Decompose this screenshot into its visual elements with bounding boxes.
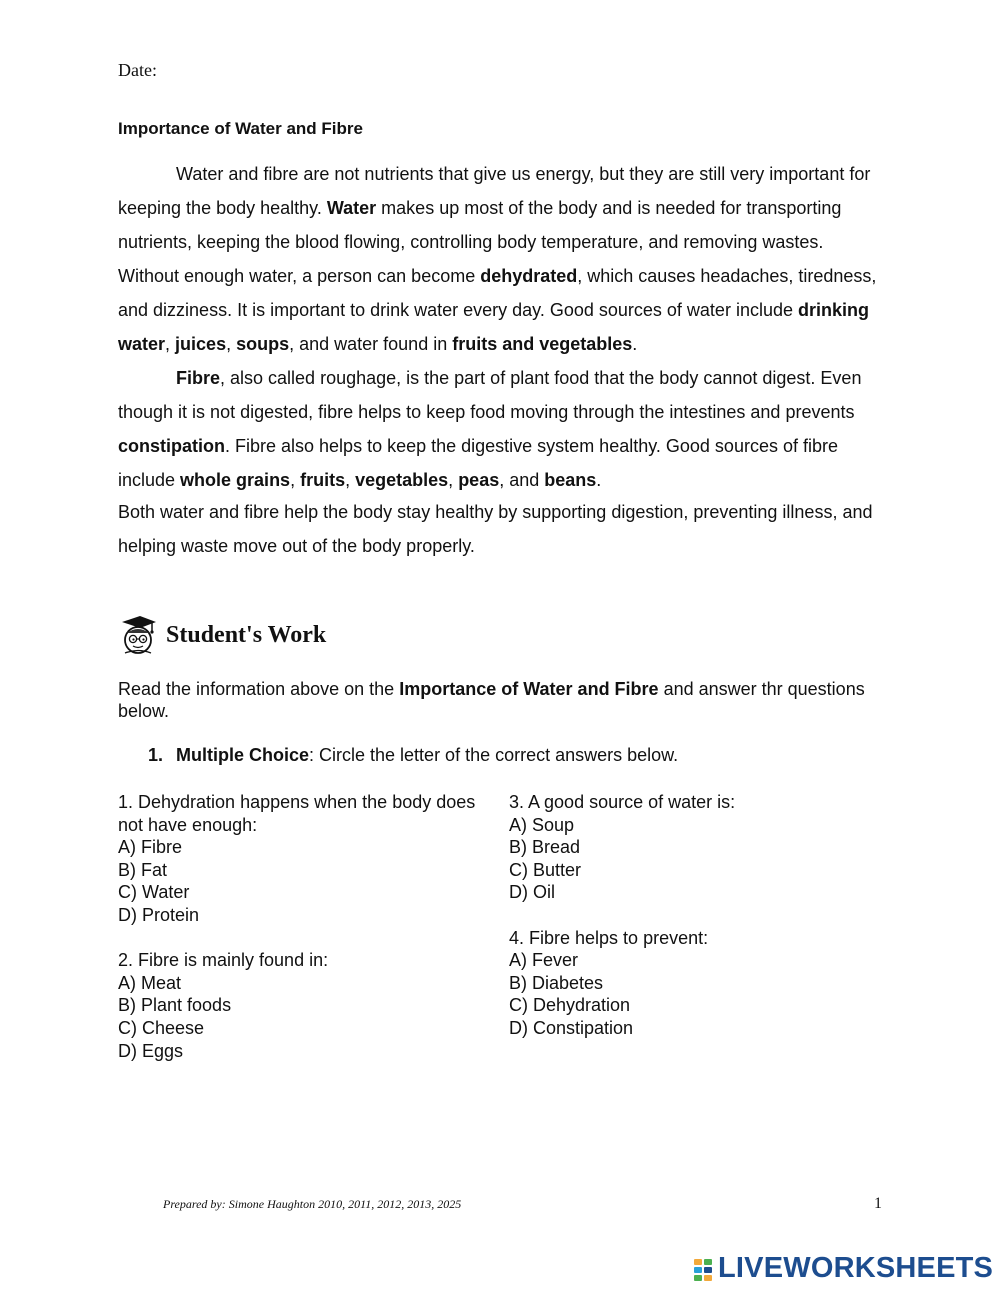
answer-option[interactable]: A) Soup (509, 814, 575, 835)
text-run: Water and fibre are not nutrients that give us energy, but they are still very important for keeping the body healthy. (118, 164, 871, 218)
reading-paragraph-summary (118, 495, 888, 563)
students-work-heading (118, 612, 326, 658)
answer-option[interactable]: A) Meat (118, 972, 182, 993)
bold-text: peas (458, 470, 500, 490)
text-run: . (632, 334, 638, 354)
answer-option[interactable]: B) Fat (118, 859, 168, 880)
bold-text: beans (544, 470, 597, 490)
reading-title: Importance of Water and Fibre (118, 119, 363, 138)
answer-option[interactable]: D) Oil (509, 882, 555, 903)
question-text: 4. Fibre helps to prevent: (509, 927, 709, 948)
answer-option[interactable]: C) Cheese (118, 1017, 205, 1038)
liveworksheets-wordmark: LIVEWORKSHEETS (718, 1252, 994, 1284)
bold-text: juices (175, 334, 227, 354)
answer-option[interactable]: D) Eggs (118, 1040, 184, 1061)
text-run: , and (499, 470, 545, 490)
reading-paragraph-water (118, 157, 888, 361)
text-run: makes up most of the body and is needed for transporting nutrients, keeping the blood flowing, controlling body temperature, and removing wastes. Without enough water, a person can become (118, 198, 842, 286)
text-run: , (226, 334, 237, 354)
answer-option[interactable]: B) Diabetes (509, 972, 604, 993)
bold-text: Importance of Water and Fibre (399, 679, 659, 699)
bold-text: soups (236, 334, 290, 354)
answer-option[interactable]: C) Dehydration (509, 995, 631, 1016)
text-run: . Fibre also helps to keep the digestive system healthy. Good sources of fibre include (118, 436, 838, 490)
bold-text: fruits (300, 470, 346, 490)
answer-option[interactable]: B) Plant foods (118, 995, 232, 1016)
student-graduate-icon (118, 614, 158, 656)
text-run: , (290, 470, 301, 490)
bold-text: fruits and vegetables (452, 334, 633, 354)
answer-option[interactable]: B) Bread (509, 837, 581, 858)
question-text: 3. A good source of water is: (509, 792, 736, 812)
bold-text: Water (326, 198, 377, 218)
bold-text: dehydrated (480, 266, 578, 286)
bold-text: whole grains (180, 470, 291, 490)
liveworksheets-logo-icon (694, 1257, 714, 1281)
liveworksheets-brand[interactable] (694, 1252, 993, 1285)
page-number: 1 (874, 1195, 882, 1212)
answer-option[interactable]: D) Protein (118, 904, 200, 925)
section-instruction: : Circle the letter of the correct answers below. (309, 745, 679, 765)
bold-text: Fibre (176, 368, 221, 388)
question-block (509, 927, 889, 1040)
instructions (118, 678, 898, 722)
answer-option[interactable]: A) Fever (509, 950, 579, 971)
text-run: and answer thr questions below. (118, 679, 865, 721)
section-number: 1. (148, 745, 164, 765)
students-work-label: Student's Work (166, 621, 327, 648)
question-text: 2. Fibre is mainly found in: (118, 950, 329, 971)
bold-text: drinking water (118, 300, 869, 354)
bold-text: constipation (118, 436, 225, 456)
answer-option[interactable]: C) Butter (509, 859, 582, 880)
question-block (118, 791, 503, 927)
text-run: , also called roughage, is the part of plant food that the body cannot digest. Even though it is not digested, fibre helps to keep food moving through the intestines and prevents (118, 368, 862, 422)
text-run: Both water and fibre help the body stay healthy by supporting digestion, preventing illness, and helping waste move out of the body properly. (118, 502, 873, 556)
question-text: 1. Dehydration happens when the body does not have enough: (118, 792, 476, 835)
questions-left-column (118, 791, 503, 1085)
text-run: Read the information above on the (118, 679, 400, 699)
answer-option[interactable]: D) Constipation (509, 1017, 634, 1038)
text-run: , (448, 470, 459, 490)
date-label: Date: (118, 60, 157, 80)
questions-right-column (509, 791, 889, 1062)
question-block (509, 791, 889, 904)
reading-paragraph-fibre (118, 361, 888, 497)
text-run: , which causes headaches, tiredness, and dizziness. It is important to drink water every day. Good sources of water include (118, 266, 877, 320)
section-title: Multiple Choice (176, 745, 310, 765)
text-run: . (596, 470, 602, 490)
prepared-by: Prepared by: Simone Haughton 2010, 2011, 2012, 2013, 2025 (163, 1197, 462, 1211)
bold-text: vegetables (355, 470, 449, 490)
answer-option[interactable]: A) Fibre (118, 837, 183, 858)
text-run: , (165, 334, 176, 354)
answer-option[interactable]: C) Water (118, 882, 190, 903)
text-run: , and water found in (289, 334, 453, 354)
question-block (118, 949, 503, 1062)
text-run: , (345, 470, 356, 490)
multiple-choice-heading (148, 745, 678, 766)
